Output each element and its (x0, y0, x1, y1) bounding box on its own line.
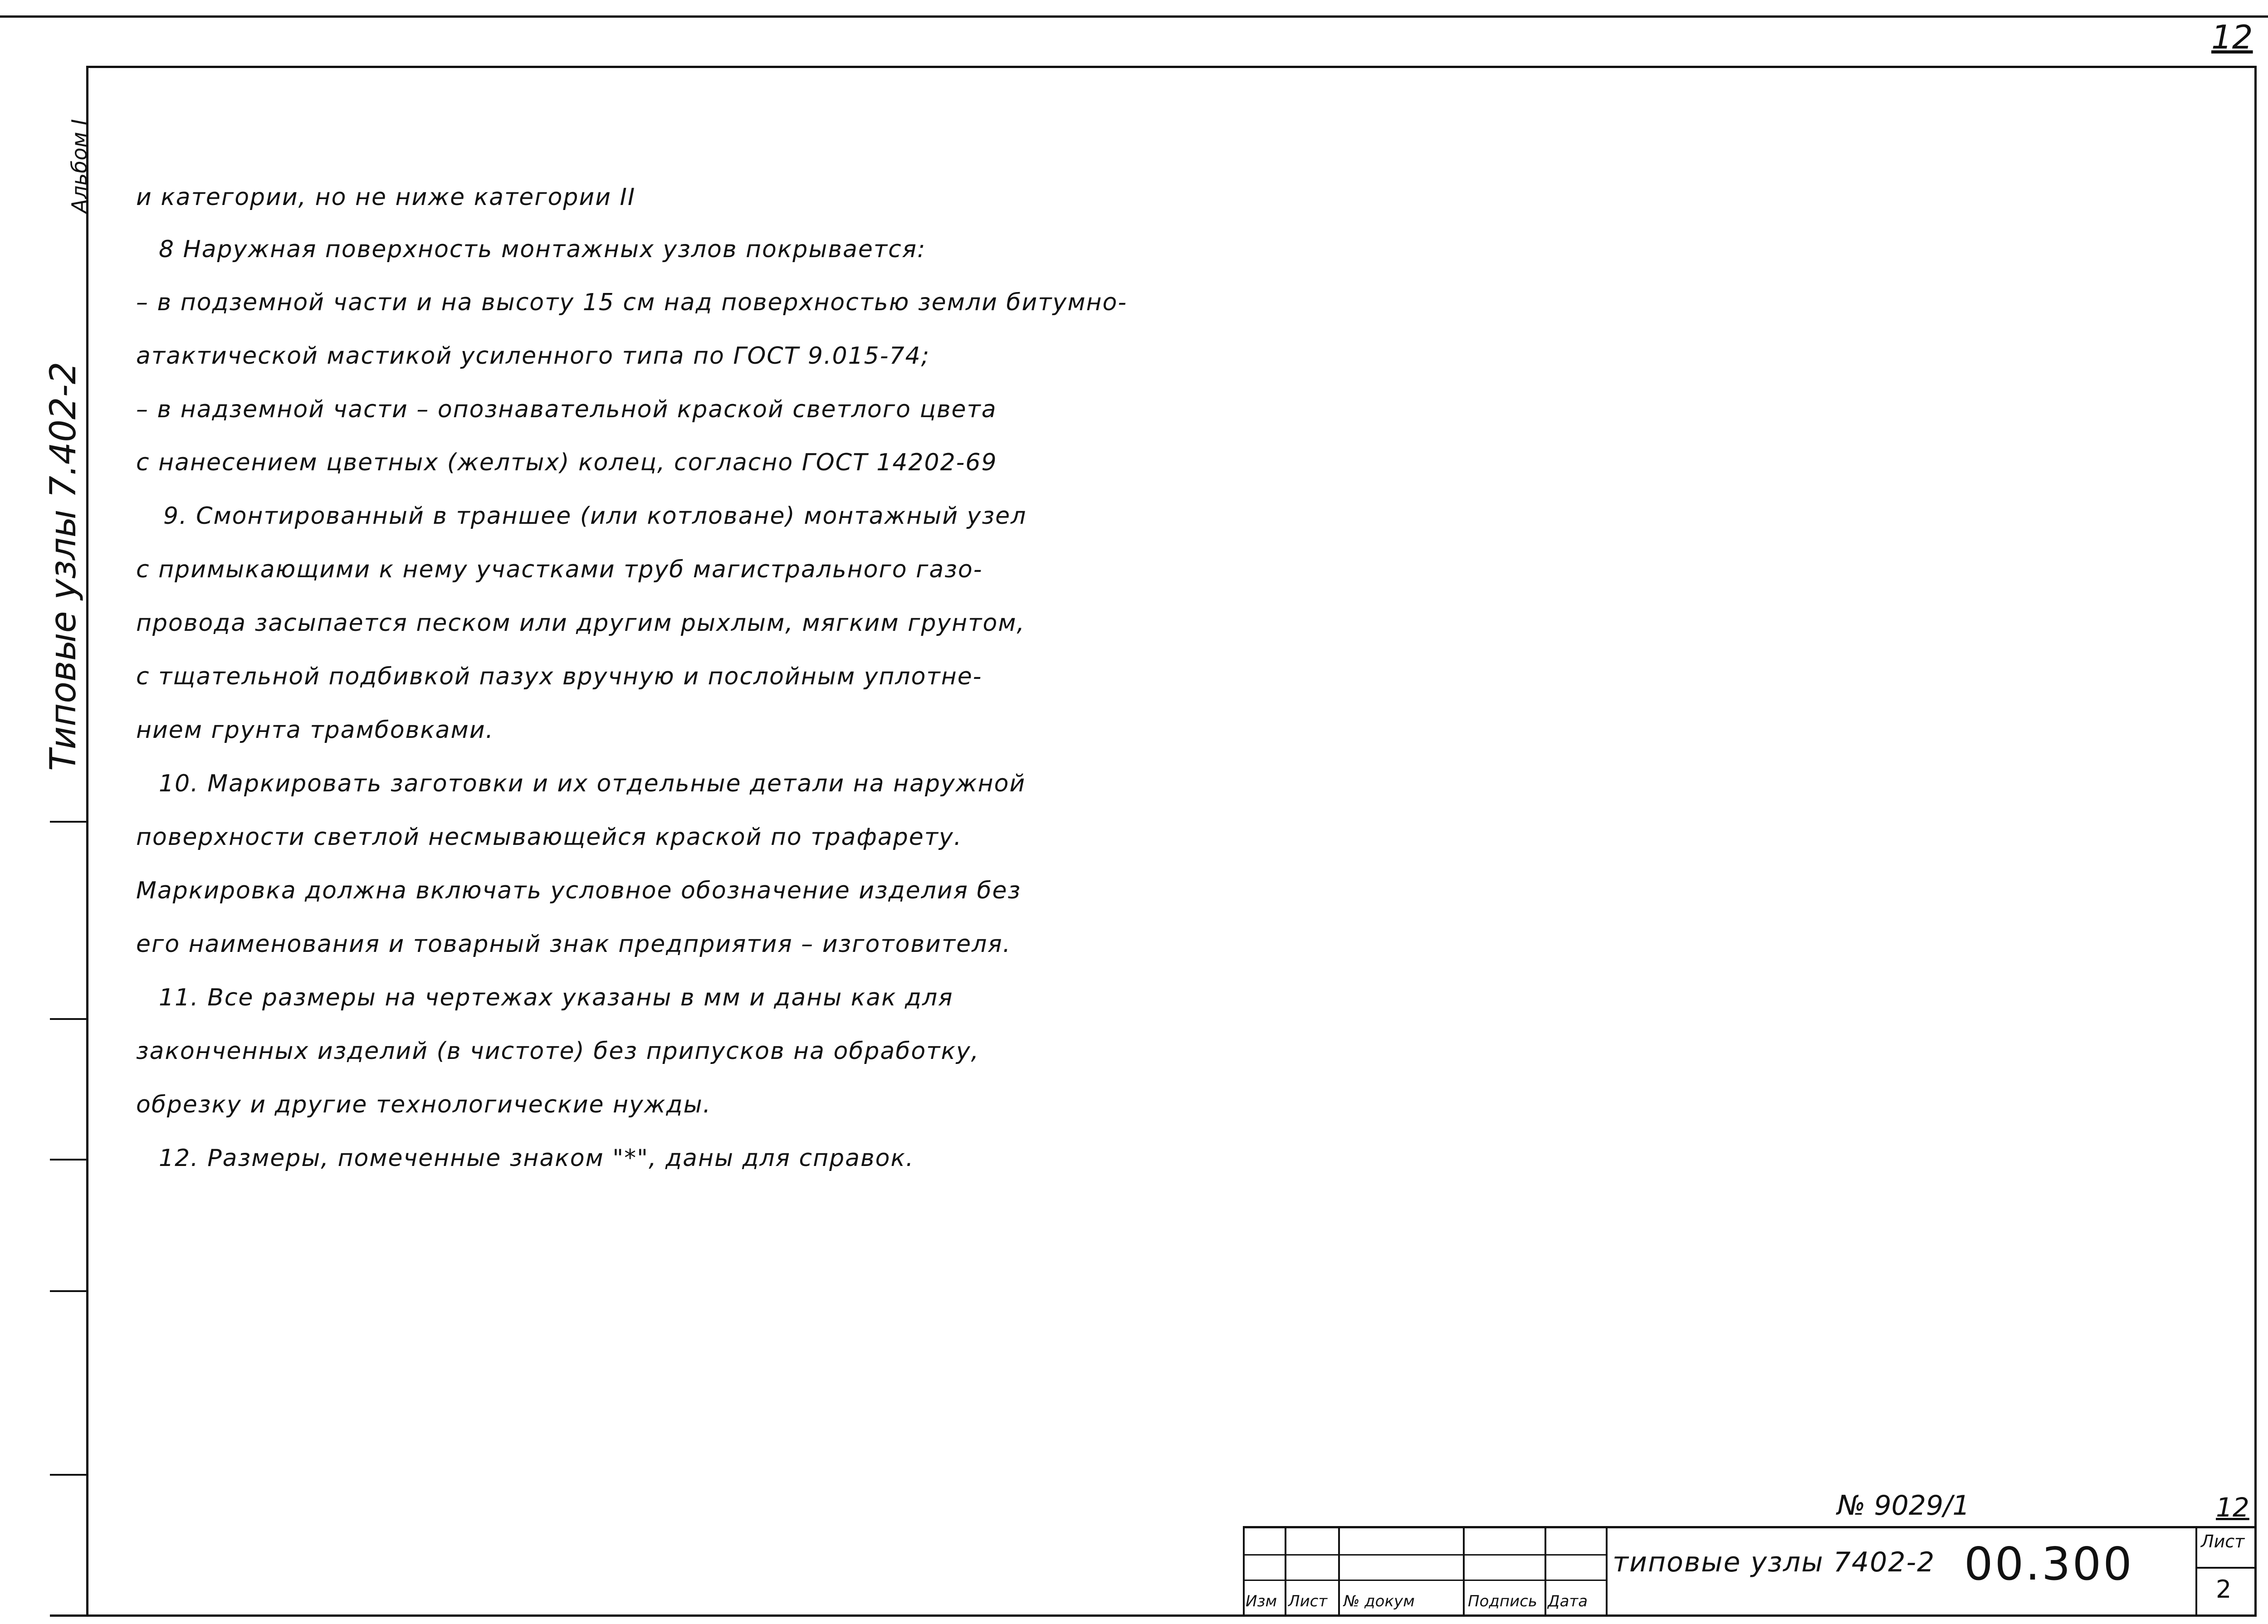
margin-tick (50, 821, 88, 823)
text-line: – в надземной части – опознавательной краской светлого цвета (136, 396, 997, 423)
doc-number: № 9029/1 (1837, 1490, 1970, 1522)
text-line: атактической мастикой усиленного типа по ГОСТ 9.015-74; (136, 342, 930, 370)
col-label-doc: № докум (1344, 1592, 1415, 1610)
top-edge-line (0, 15, 2268, 18)
col-label-izm: Изм (1246, 1592, 1277, 1610)
sheet-cell-divider (2195, 1567, 2257, 1569)
col-divider (1463, 1526, 1465, 1617)
title-block-row (1243, 1580, 1606, 1581)
title-block-row (1243, 1554, 1606, 1556)
sheet-label: Лист (2201, 1531, 2245, 1551)
text-line: 10. Маркировать заготовки и их отдельные детали на наружной (159, 770, 1026, 797)
sheet-corner-number: 12 (2211, 18, 2253, 56)
sheet-number: 2 (2216, 1575, 2232, 1604)
text-line: с примыкающими к нему участками труб магистрального газо- (136, 556, 983, 583)
text-line: законченных изделий (в чистоте) без припусков на обработку, (136, 1038, 980, 1065)
margin-tick (50, 1474, 88, 1476)
title-block-top (1243, 1526, 2257, 1528)
side-album-label: Альбом I (67, 119, 92, 213)
frame-left (86, 66, 88, 1617)
col-divider (1606, 1526, 1608, 1617)
text-line: провода засыпается песком или другим рыхлым, мягким грунтом, (136, 610, 1026, 637)
col-divider (2195, 1526, 2197, 1617)
text-line: и категории, но не ниже категории II (136, 184, 636, 211)
frame-top (88, 66, 2257, 68)
text-line: поверхности светлой несмывающейся краской по трафарету. (136, 824, 963, 851)
col-label-sign: Подпись (1468, 1592, 1537, 1610)
col-divider (1545, 1526, 1546, 1617)
text-line: с нанесением цветных (желтых) колец, согласно ГОСТ 14202-69 (136, 449, 997, 476)
frame-right (2254, 66, 2257, 1617)
margin-tick (50, 1018, 88, 1020)
col-label-list: Лист (1288, 1592, 1328, 1610)
text-line: 8 Наружная поверхность монтажных узлов покрывается: (159, 236, 926, 263)
title-block-title: типовые узлы 7402-2 (1613, 1546, 1936, 1578)
title-block (1243, 1526, 2257, 1617)
text-line: нием грунта трамбовками. (136, 717, 494, 744)
margin-tick (50, 1159, 88, 1161)
title-block-page-number: 12 (2216, 1492, 2249, 1523)
text-line: 9. Смонтированный в траншее (или котловане) монтажный узел (163, 502, 1027, 530)
title-block-left (1243, 1526, 1245, 1617)
title-block-designation: 00.300 (1964, 1537, 2134, 1590)
text-line: обрезку и другие технологические нужды. (136, 1091, 712, 1118)
margin-tick (50, 1290, 88, 1292)
text-line: 11. Все размеры на чертежах указаны в мм и даны как для (159, 984, 953, 1011)
col-divider (1285, 1526, 1286, 1617)
text-line: с тщательной подбивкой пазух вручную и послойным уплотне- (136, 663, 982, 690)
text-line: – в подземной части и на высоту 15 см над поверхностью земли битумно- (136, 289, 1128, 316)
text-line: Маркировка должна включать условное обозначение изделия без (136, 877, 1022, 904)
col-label-date: Дата (1548, 1592, 1588, 1610)
side-series-label: Типовые узлы 7.402-2 (43, 361, 84, 771)
text-line: его наименования и товарный знак предприятия – изготовителя. (136, 931, 1012, 958)
text-line: 12. Размеры, помеченные знаком "*", даны для справок. (159, 1145, 914, 1172)
col-divider (1338, 1526, 1340, 1617)
